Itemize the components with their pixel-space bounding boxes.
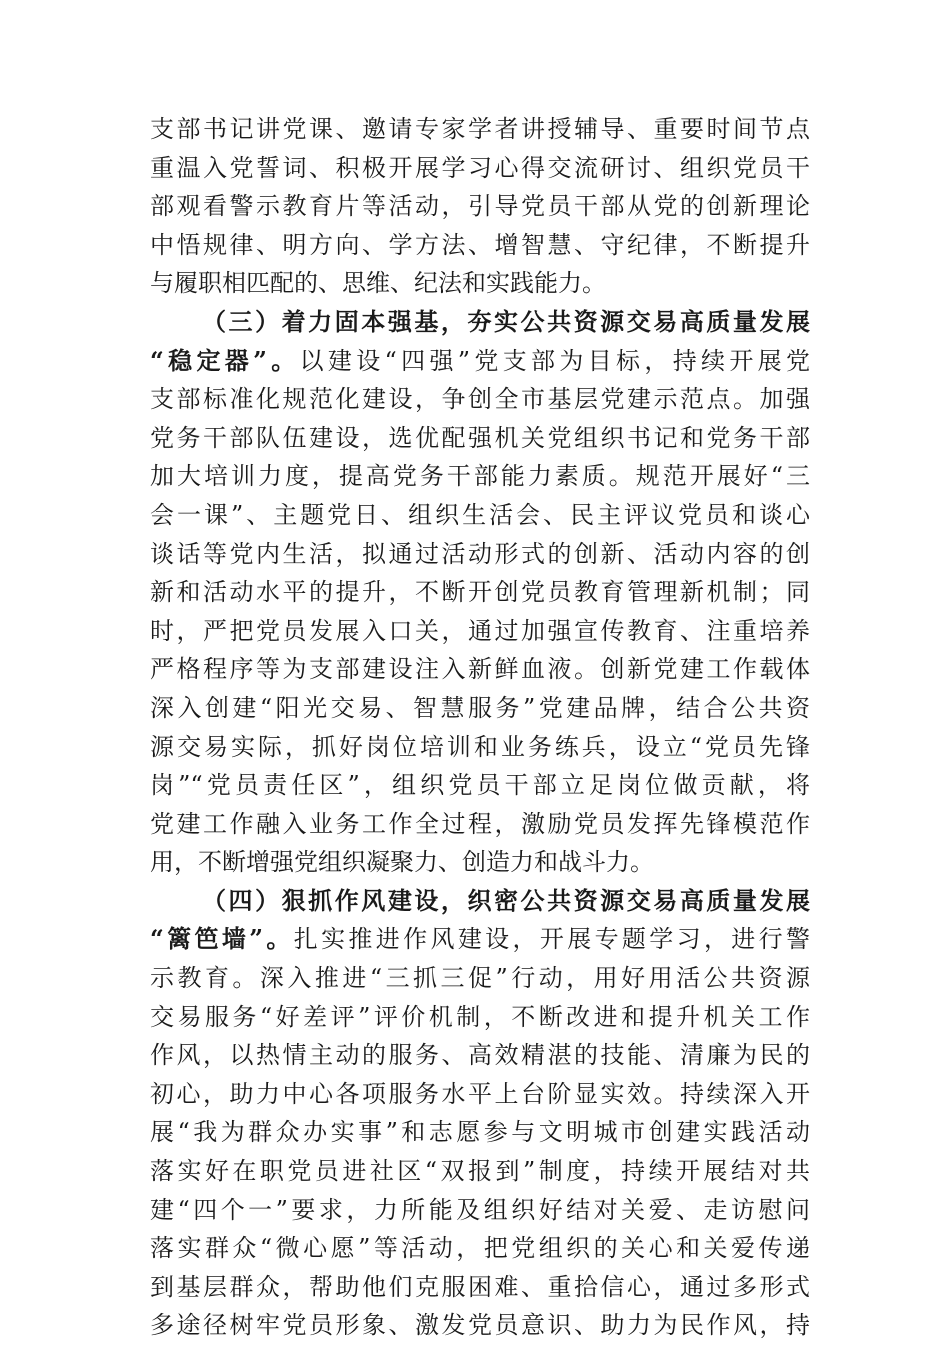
text-line: 深入创建“阳光交易、智慧服务”党建品牌，结合公共资 <box>150 693 810 722</box>
text-line: 严格程序等为支部建设注入新鲜血液。创新党建工作载体 <box>150 655 810 684</box>
text-line: 会一课”、主题党日、组织生活会、民主评议党员和谈心 <box>150 500 810 529</box>
paragraph-1 <box>150 110 810 303</box>
text-line: 支部标准化规范化建设，争创全市基层党建示范点。加强 <box>150 385 810 414</box>
text-line: 中悟规律、明方向、学方法、增智慧、守纪律，不断提升 <box>150 230 810 259</box>
text-line: 示教育。深入推进“三抓三促”行动，用好用活公共资源 <box>150 964 810 993</box>
text-line: 重温入党誓词、积极开展学习心得交流研讨、组织党员干 <box>150 153 810 182</box>
text-line: 多途径树牢党员形象、激发党员意识、助力为民作风，持 <box>150 1311 810 1340</box>
text-line: 落实好在职党员进社区“双报到”制度，持续开展结对共 <box>150 1157 810 1186</box>
text-line: 时，严把党员发展入口关，通过加强宣传教育、注重培养 <box>150 616 810 645</box>
text-line <box>150 920 810 959</box>
text-line: 交易服务“好差评”评价机制，不断改进和提升机关工作 <box>150 1002 810 1031</box>
text-line <box>150 342 810 381</box>
text-line: 展“我为群众办实事”和志愿参与文明城市创建实践活动 <box>150 1118 810 1147</box>
section-heading-4: （四）狠抓作风建设，织密公共资源交易高质量发展 <box>202 885 810 915</box>
text-fragment: 扎实推进作风建设，开展专题学习，进行警 <box>293 925 810 954</box>
text-line: 党建工作融入业务工作全过程，激励党员发挥先锋模范作 <box>150 809 810 838</box>
text-line: 作风，以热情主动的服务、高效精湛的技能、清廉为民的 <box>150 1041 810 1070</box>
text-line: 与履职相匹配的、思维、纪法和实践能力。 <box>150 269 606 298</box>
text-line: 党务干部队伍建设，选优配强机关党组织书记和党务干部 <box>150 423 810 452</box>
document-page <box>150 110 810 1345</box>
text-line: 落实群众“微心愿”等活动，把党组织的关心和关爱传递 <box>150 1234 810 1263</box>
text-line: 初心，助力中心各项服务水平上台阶显实效。持续深入开 <box>150 1079 810 1108</box>
paragraph-3 <box>150 882 810 1345</box>
text-line: 用，不断增强党组织凝聚力、创造力和战斗力。 <box>150 848 654 877</box>
text-line: 建“四个一”要求，力所能及组织好结对关爱、走访慰问 <box>150 1195 810 1224</box>
text-line: 新和活动水平的提升，不断开创党员教育管理新机制；同 <box>150 578 810 607</box>
section-heading-3-tail: “稳定器”。 <box>150 345 300 375</box>
text-line: 源交易实际，抓好岗位培训和业务练兵，设立“党员先锋 <box>150 732 810 761</box>
section-heading-3: （三）着力固本强基，夯实公共资源交易高质量发展 <box>202 306 810 336</box>
text-line: 加大培训力度，提高党务干部能力素质。规范开展好“三 <box>150 462 810 491</box>
text-line: 部观看警示教育片等活动，引导党员干部从党的创新理论 <box>150 192 810 221</box>
text-fragment: 以建设“四强”党支部为目标，持续开展党 <box>299 346 810 375</box>
paragraph-2 <box>150 303 810 882</box>
text-line: 到基层群众，帮助他们克服困难、重拾信心，通过多形式 <box>150 1272 810 1301</box>
text-line: 谈话等党内生活，拟通过活动形式的创新、活动内容的创 <box>150 539 810 568</box>
text-line: 岗”“党员责任区”，组织党员干部立足岗位做贡献，将 <box>150 771 810 800</box>
section-heading-4-tail: “篱笆墙”。 <box>150 924 294 954</box>
text-line: 支部书记讲党课、邀请专家学者讲授辅导、重要时间节点 <box>150 115 810 143</box>
